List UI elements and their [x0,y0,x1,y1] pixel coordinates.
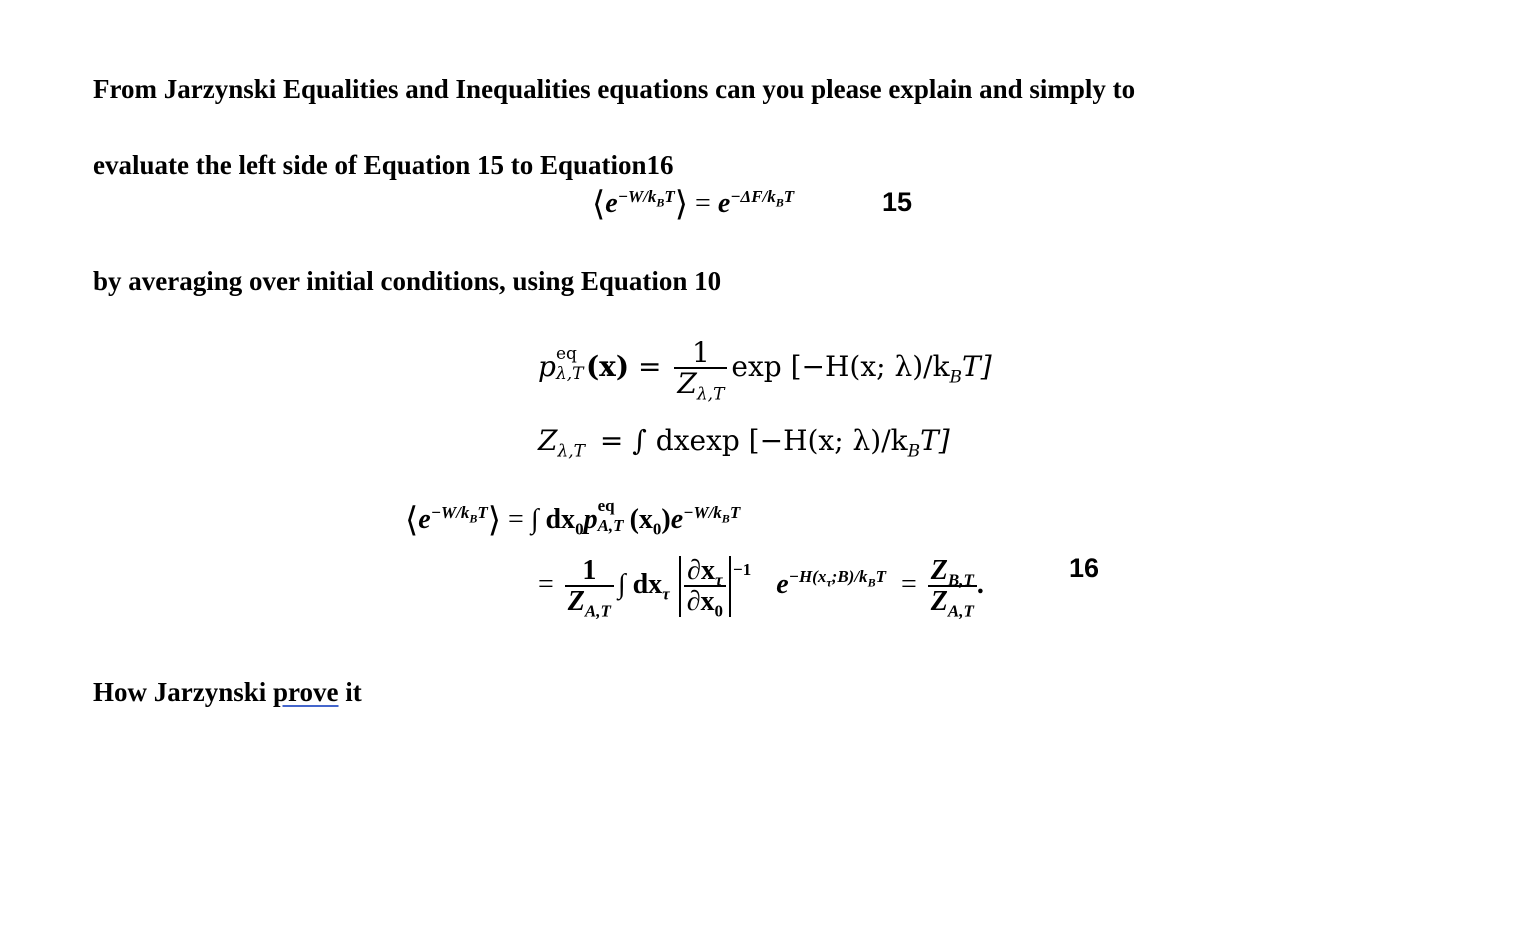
question-suffix: it [338,677,362,707]
paragraph-evaluate: evaluate the left side of Equation 15 to Equation16 [93,150,674,180]
equation-10-line-2: $Z_{\lambda,T}$ = ∫ dxexp [−H(x; $\lambda)/k_BT$] [538,424,950,462]
paragraph-intro: From Jarzynski Equalities and Inequalities equations can you please explain and simply to [93,74,1136,104]
paragraph-averaging: by averaging over initial conditions, using Equation 10 [93,266,722,296]
paragraph-question [93,677,362,708]
equation-16-number: 16 [1069,553,1100,583]
equation-10-line-1: p eq λ,T (x) = $\frac{1}{Z_{\lambda,T}}$ exp [−H(x; $\lambda)/k_BT$] [538,336,992,405]
question-prefix: How Jarzynski [93,677,274,707]
equation-16-line-1: $⟨e^{-W/k_BT}⟩$ = ∫ $dx_0p$ eq A,T $(x_0)e^{-W/k_BT}$ [405,496,741,539]
equation-16-line-2: = $\frac{1}{Z_{A,T}}$ ∫ $dx_\tau$ $\frac{\partial x_\tau}{\partial x_0}$ $^{-1}$ $e^{-H(x_\tau;B)/k_BT}$ = $\frac{Z_{B,T}}{Z_{A,T}}$ . [538,555,984,621]
equation-15-number: 15 [882,187,913,217]
equation-15: $⟨e^{-W/k_BT}⟩ = e^{-\Delta F/k_BT}$ [592,186,795,223]
spellcheck-underlined-word[interactable]: prove [273,677,339,707]
